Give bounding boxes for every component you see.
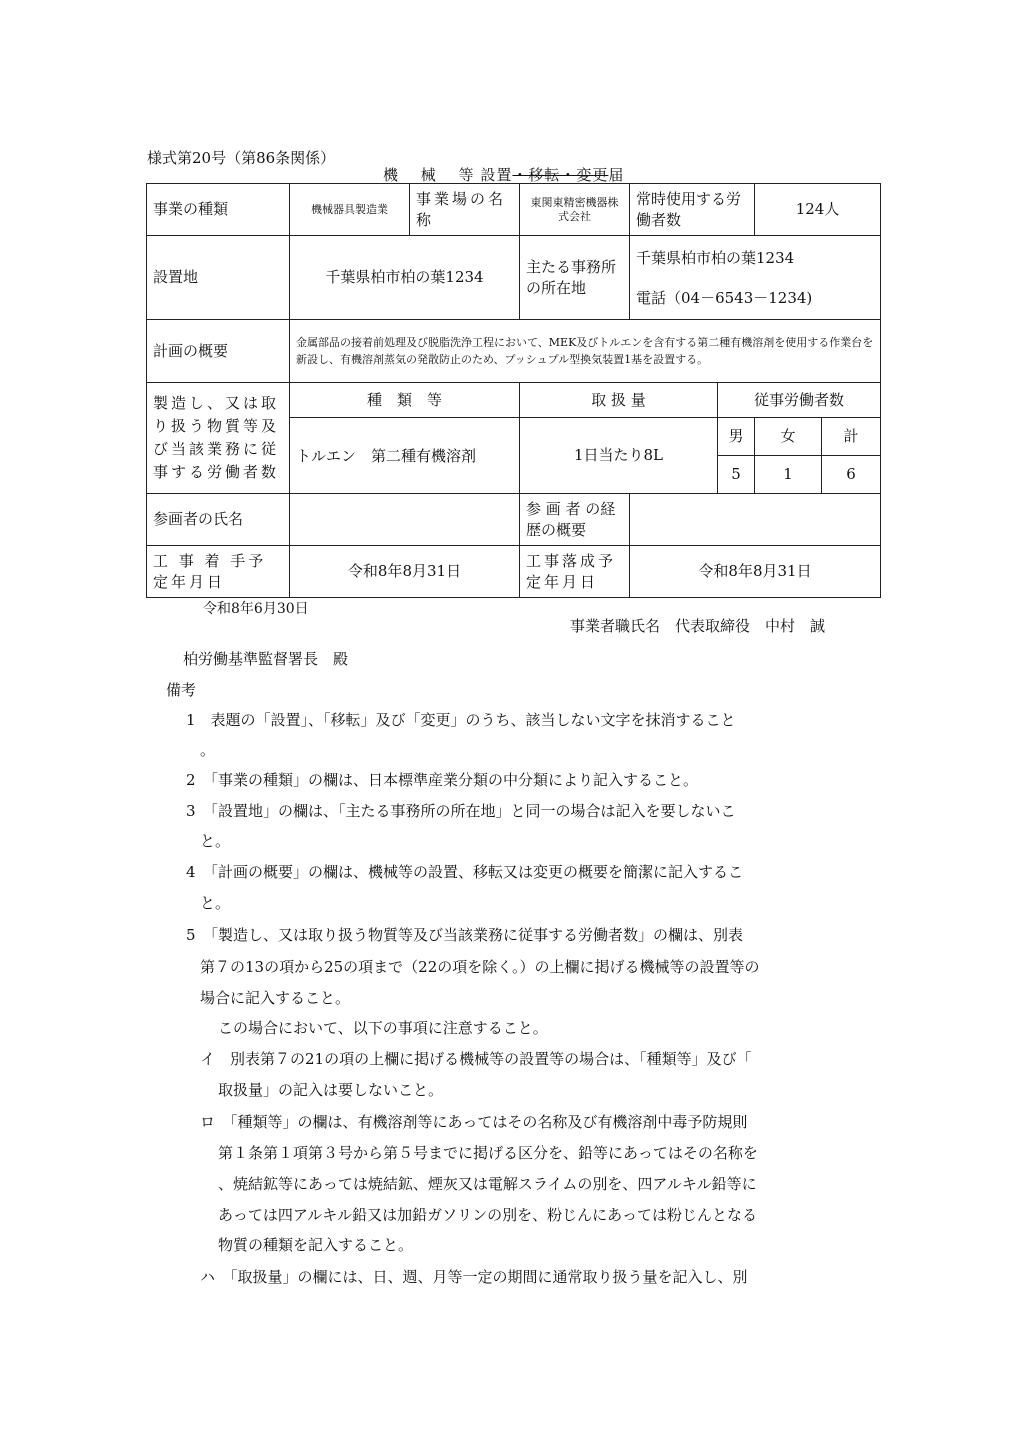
note-5-line-1: 5 「製造し、又は取り扱う物質等及び当該業務に従事する労働者数」の欄は、別表 — [186, 926, 744, 944]
note-ro-line-3: 、焼結鉱等にあっては焼結鉱、煙灰又は電解スライムの別を、四アルキル鉛等に — [218, 1175, 757, 1193]
male-header: 男 — [718, 418, 755, 456]
main-office-label: 主たる事務所の所在地 — [520, 236, 630, 320]
note-2-line-1: 2 「事業の種類」の欄は、日本標準産業分類の中分類により記入すること。 — [186, 771, 699, 789]
note-ro-line-2: 第１条第１項第３号から第５号までに掲げる区分を、鉛等にあってはその名称を — [218, 1144, 758, 1162]
business-type-label: 事業の種類 — [147, 184, 290, 236]
female-header: 女 — [755, 418, 822, 456]
note-4-line-1: 4 「計画の概要」の欄は、機械等の設置、移転又は変更の概要を簡潔に記入するこ — [186, 863, 744, 881]
planner-history-label: 参 画 者 の経歴の概要 — [520, 494, 630, 546]
title-part-setchi: 設置 — [480, 166, 513, 184]
note-5-line-3: 場合に記入すること。 — [200, 989, 351, 1007]
note-i-line-1: イ 別表第７の21の項の上欄に掲げる機械等の設置等の場合は、「種類等」及び「 — [200, 1050, 752, 1068]
row-location — [147, 236, 881, 320]
plan-value: 金属部品の接着前処理及び脱脂洗浄工程において、MEK及びトルエンを含有する第二種有機溶剤を使用する作業台を新設し、有機溶剤蒸気の発散防止のため、プッシュプル型換気装置1基を設置する。 — [290, 320, 881, 383]
plan-label: 計画の概要 — [147, 320, 290, 383]
total-value: 6 — [822, 456, 881, 494]
row-substances-header — [147, 383, 881, 418]
addressee: 柏労働基準監督署長 殿 — [183, 650, 349, 668]
note-3-line-2: と。 — [200, 832, 231, 850]
main-office-value — [630, 236, 881, 320]
amount-value: 1日当たり8L — [520, 418, 718, 494]
business-type-value: 機械器具製造業 — [290, 184, 410, 236]
title-part-kai: 械 — [420, 166, 437, 184]
title-part-to: 等 — [458, 166, 475, 184]
regular-workers-value: 124人 — [755, 184, 881, 236]
form-number: 様式第20号（第86条関係） — [147, 149, 336, 167]
planner-name-value — [290, 494, 520, 546]
main-office-address: 千葉県柏市柏の葉1234 — [636, 248, 795, 267]
employer-signature: 事業者職氏名 代表取締役 中村 誠 — [570, 617, 826, 635]
note-ha-line-1: ハ 「取扱量」の欄には、日、週、月等一定の期間に通常取り扱う量を記入し、別 — [200, 1268, 748, 1286]
notes-label: 備考 — [166, 681, 197, 699]
submission-date: 令和8年6月30日 — [203, 601, 309, 617]
male-value: 5 — [718, 456, 755, 494]
application-form-table — [146, 183, 881, 598]
location-value: 千葉県柏市柏の葉1234 — [290, 236, 520, 320]
row-plan — [147, 320, 881, 383]
female-value: 1 — [755, 456, 822, 494]
completion-date-value: 令和8年8月31日 — [630, 546, 881, 598]
note-ro-line-5: 物質の種類を記入すること。 — [218, 1236, 414, 1254]
title-part-ki: 機 — [383, 166, 400, 184]
substances-label: 製造し、又は取り扱う物質等及び当該業務に従事する労働者数 — [147, 383, 290, 494]
note-i-line-2: 取扱量」の記入は要しないこと。 — [218, 1081, 444, 1099]
workplace-name-value: 東関東精密機器株式会社 — [520, 184, 630, 236]
note-5-line-4: この場合において、以下の事項に注意すること。 — [218, 1019, 548, 1037]
planner-history-value — [630, 494, 881, 546]
note-1-line-2: 。 — [200, 741, 216, 759]
total-header: 計 — [822, 418, 881, 456]
kind-value: トルエン 第二種有機溶剤 — [290, 418, 520, 494]
amount-header: 取 扱 量 — [520, 383, 718, 418]
note-5-line-2: 第７の13の項から25の項まで（22の項を除く。）の上欄に掲げる機械等の設置等の — [200, 958, 760, 976]
title-part-struck: ・移転・変更 — [512, 166, 609, 184]
workplace-name-label: 事業場の名称 — [410, 184, 520, 236]
document-title — [383, 164, 624, 185]
planner-name-label: 参画者の氏名 — [147, 494, 290, 546]
location-label: 設置地 — [147, 236, 290, 320]
workers-header: 従事労働者数 — [718, 383, 881, 418]
title-part-todoke: 届 — [608, 166, 625, 184]
note-3-line-1: 3 「設置地」の欄は、「主たる事務所の所在地」と同一の場合は記入を要しないこ — [186, 802, 736, 820]
start-date-label: 工 事 着 手予定年月日 — [147, 546, 290, 598]
start-date-value: 令和8年8月31日 — [290, 546, 520, 598]
regular-workers-label: 常時使用する労働者数 — [630, 184, 755, 236]
note-ro-line-4: あっては四アルキル鉛又は加鉛ガソリンの別を、粉じんにあっては粉じんとなる — [218, 1206, 757, 1224]
main-office-phone: 電話（04－6543－1234) — [636, 288, 813, 307]
row-schedule — [147, 546, 881, 598]
note-1-line-1: 1 表題の「設置」、「移転」及び「変更」のうち、該当しない文字を抹消すること — [186, 711, 736, 729]
note-4-line-2: と。 — [200, 894, 231, 912]
row-planner — [147, 494, 881, 546]
kind-header: 種 類 等 — [290, 383, 520, 418]
note-ro-line-1: ロ 「種類等」の欄は、有機溶剤等にあってはその名称及び有機溶剤中毒予防規則 — [200, 1113, 748, 1131]
row-business — [147, 184, 881, 236]
completion-date-label: 工事落成予定年月日 — [520, 546, 630, 598]
